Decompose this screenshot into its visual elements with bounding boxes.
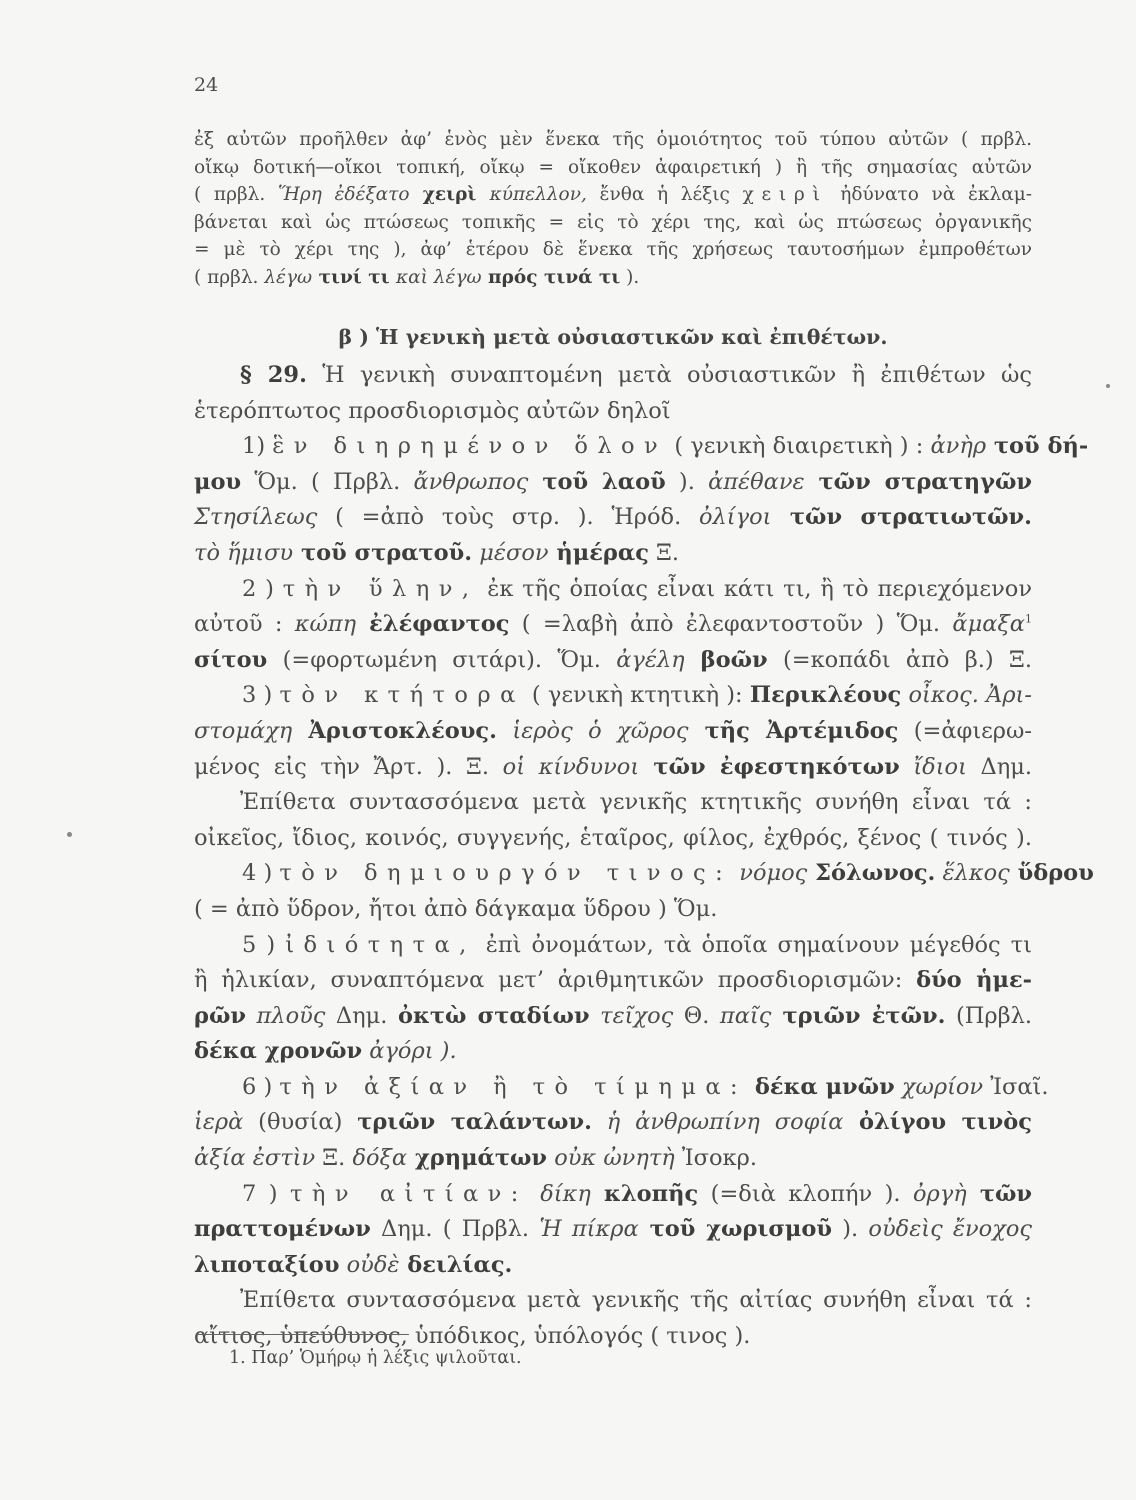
list-item: 6 ) τὴν ἀξίαν ἢ τὸ τίμημα: δέκα μνῶν χωρίον Ἰσαῖ. bbox=[242, 1073, 1049, 1100]
text-line: αἴτιος, ὑπεύθυνος, ὑπόδικος, ὑπόλογός ( τινος ). bbox=[194, 1323, 751, 1350]
text-line: τὸ ἥμισυ τοῦ στρατοῦ. μέσον ἡμέρας Ξ. bbox=[194, 539, 680, 566]
text-line: Ἐπίθετα συντασσόμενα μετὰ γενικῆς κτητικῆς συνήθη εἶναι τά : bbox=[240, 789, 1032, 816]
text-line: δέκα χρονῶν ἀγόρι ). bbox=[194, 1038, 457, 1065]
text-line: ἢ ἡλικίαν, συναπτόμενα μετ’ ἀριθμητικῶν προσδιορισμῶν: δύο ἡμε- bbox=[194, 967, 1032, 994]
text-line: § 29. Ἡ γενικὴ συναπτομένη μετὰ οὐσιαστικῶν ἢ ἐπιθέτων ὡς bbox=[240, 362, 1032, 388]
footnote: 1. Παρ’ Ὁμήρῳ ἡ λέξις ψιλοῦται. bbox=[229, 1348, 522, 1368]
text-line: ἑτερόπτωτος προσδιορισμὸς αὐτῶν δηλοῖ bbox=[194, 397, 671, 424]
footnote-divider bbox=[197, 1334, 409, 1335]
text-line: ( πρβλ. Ἥρη ἐδέξατο χειρὶ κύπελλον, ἔνθα ἡ λέξις χειρὶ ἠδύνατο νὰ ἐκλαμ- bbox=[194, 184, 1032, 205]
footnote-ref: 1 bbox=[1025, 612, 1032, 626]
text-line: μου Ὅμ. ( Πρβλ. ἄνθρωπος τοῦ λαοῦ ). ἀπέθανε τῶν στρατηγῶν bbox=[194, 468, 1033, 495]
text-line: σίτου (=φορτωμένη σιτάρι). Ὅμ. ἀγέλη βοῶν (=κοπάδι ἀπὸ β.) Ξ. bbox=[194, 646, 1032, 673]
scan-speck bbox=[1106, 384, 1110, 388]
text-line: οἴκῳ δοτική—οἴκοι τοπική, οἴκῳ = οἴκοθεν ἀφαιρετική ) ἢ τῆς σημασίας αὐτῶν bbox=[194, 156, 1032, 178]
text-line: ἱερὰ (θυσία) τριῶν ταλάντων. ἡ ἀνθρωπίνη σοφία ὀλίγου τινὸς bbox=[194, 1109, 1033, 1136]
text-line: ἀξία ἐστὶν Ξ. δόξα χρημάτων οὐκ ὠνητὴ Ἰσοκρ. bbox=[194, 1145, 757, 1172]
list-item: 3 ) τὸν κτήτορα ( γενικὴ κτητικὴ ): Περικλέους οἶκος. Ἀρι- bbox=[242, 682, 1032, 709]
intro-paragraph bbox=[194, 126, 1032, 291]
page-number: 24 bbox=[194, 74, 219, 96]
text-line: ρῶν πλοῦς Δημ. ὀκτὼ σταδίων τεῖχος Θ. παῖς τριῶν ἐτῶν. (Πρβλ. bbox=[194, 1002, 1033, 1029]
text-line: αὐτοῦ : κώπη ἐλέφαντος ( =λαβὴ ἀπὸ ἐλεφαντοστοῦν ) Ὅμ. ἄμαξα$^1$ bbox=[194, 611, 1032, 638]
text-line: λιποταξίου οὐδὲ δειλίας. bbox=[194, 1251, 513, 1278]
list-item: 1) ἓν διηρημένον ὅλον ( γενικὴ διαιρετικὴ ) : ἀνὴρ τοῦ δή- bbox=[242, 433, 1089, 460]
list-item: 7 ) τὴν αἰτίαν: δίκη κλοπῆς (=διὰ κλοπήν ). ὀργὴ τῶν bbox=[242, 1180, 1033, 1207]
text-line: ἐξ αὐτῶν προῆλθεν ἀφ’ ἑνὸς μὲν ἕνεκα τῆς ὁμοιότητος τοῦ τύπου αὐτῶν ( πρβλ. bbox=[194, 129, 1032, 150]
text-line: ( πρβλ. λέγω τινί τι καὶ λέγω πρός τινά τι ). bbox=[194, 266, 640, 288]
text-line: οἰκεῖος, ἴδιος, κοινός, συγγενής, ἑταῖρος, φίλος, ἐχθρός, ξένος ( τινός ). bbox=[194, 824, 1032, 851]
text-line: βάνεται καὶ ὡς πτώσεως τοπικῆς = εἰς τὸ χέρι της, καὶ ὡς πτώσεως ὀργανικῆς bbox=[194, 211, 1032, 233]
text-line: ( = ἀπὸ ὕδρον, ἤτοι ἀπὸ δάγκαμα ὕδρου ) Ὅμ. bbox=[194, 895, 718, 922]
section-subheading: β ) Ἡ γενικὴ μετὰ οὐσιαστικῶν καὶ ἐπιθέτων. bbox=[338, 325, 888, 349]
text-line: μένος εἰς τὴν Ἄρτ. ). Ξ. οἱ κίνδυνοι τῶν ἐφεστηκότων ἴδιοι Δημ. bbox=[194, 753, 1033, 780]
text-line: = μὲ τὸ χέρι της ), ἀφ’ ἑτέρου δὲ ἕνεκα τῆς χρήσεως ταυτοσήμων ἐμπροθέτων bbox=[194, 239, 1032, 260]
text-line: Στησίλεως ( =ἀπὸ τοὺς στρ. ). Ἡρόδ. ὀλίγοι τῶν στρατιωτῶν. bbox=[194, 504, 1032, 531]
section-29 bbox=[194, 358, 1094, 1355]
text-line: πραττομένων Δημ. ( Πρβλ. Ἡ πίκρα τοῦ χωρισμοῦ ). οὐδεὶς ἔνοχος bbox=[194, 1216, 1033, 1243]
list-item: 5 ) ἰδιότητα, ἐπὶ ὀνομάτων, τὰ ὁποῖα σημαίνουν μέγεθός τι bbox=[242, 931, 1032, 958]
scan-speck bbox=[67, 832, 72, 837]
list-item: 4 ) τὸν δημιουργόν τινος: νόμος Σόλωνος. ἕλκος ὕδρου bbox=[242, 860, 1094, 887]
text-line: στομάχη Ἀριστοκλέους. ἱερὸς ὁ χῶρος τῆς Ἀρτέμιδος (=ἀφιερω- bbox=[194, 717, 1032, 744]
list-item: 2 ) τὴν ὕλην, ἐκ τῆς ὁποίας εἶναι κάτι τι, ἢ τὸ περιεχόμενον bbox=[242, 575, 1032, 602]
section-symbol: § 29. bbox=[240, 362, 307, 388]
text-line: Ἐπίθετα συντασσόμενα μετὰ γενικῆς τῆς αἰτίας συνήθη εἶναι τά : bbox=[240, 1287, 1032, 1314]
